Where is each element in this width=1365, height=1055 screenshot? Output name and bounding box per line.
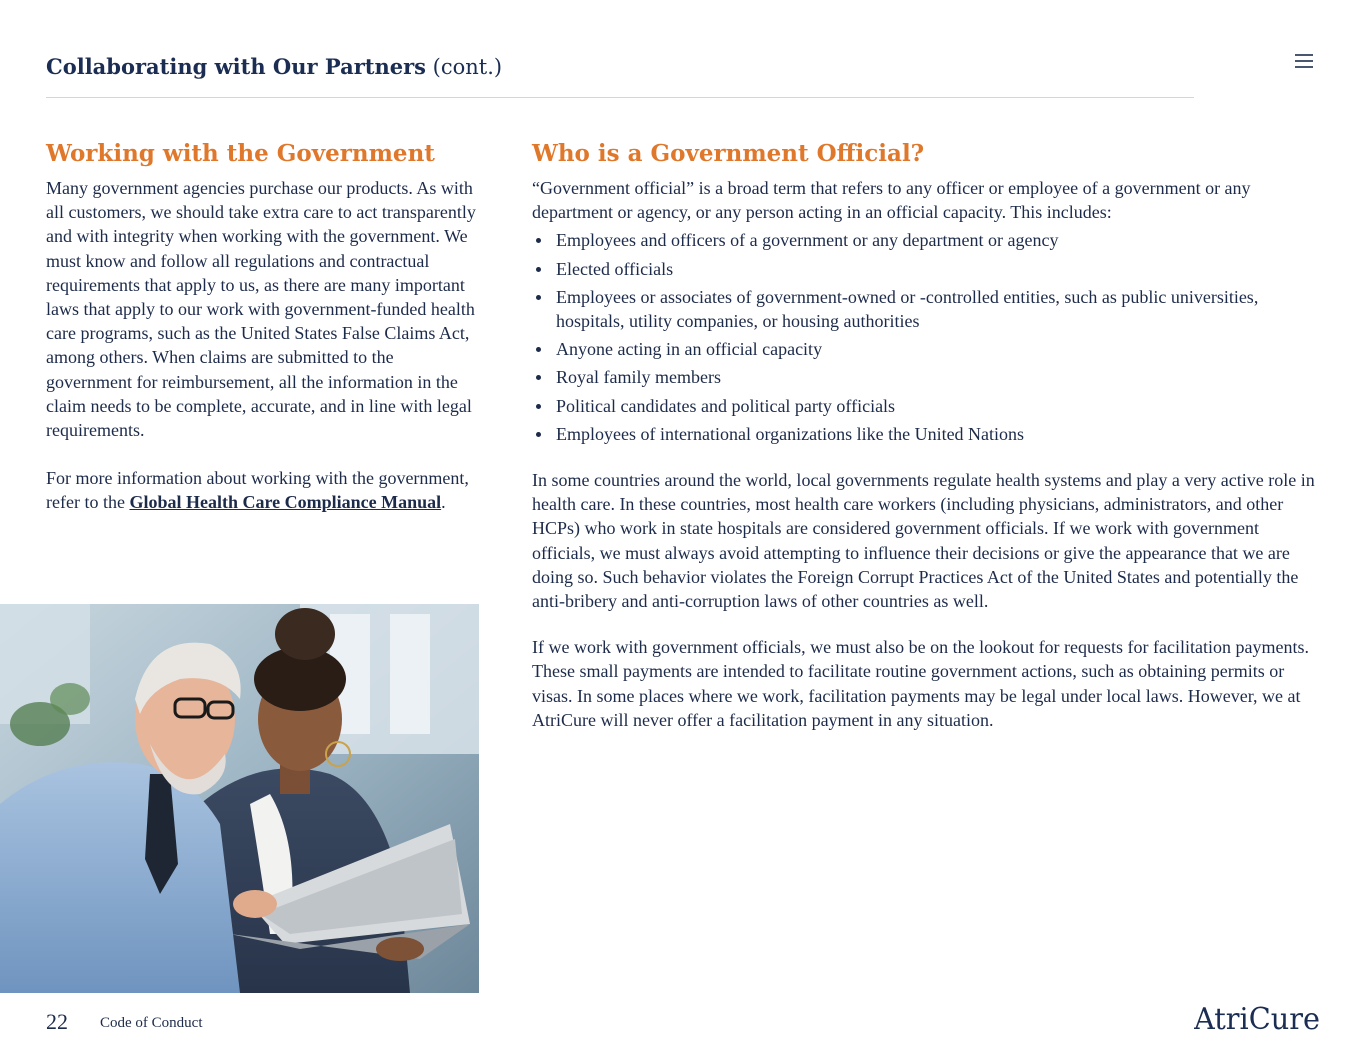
page-title-main: Collaborating with Our Partners — [46, 54, 426, 79]
list-item: Employees or associates of government-owned or -controlled entities, such as public universities, hospitals, utility companies, or housing authorities — [532, 285, 1322, 333]
hamburger-menu-icon[interactable] — [1290, 50, 1318, 72]
list-item: Elected officials — [532, 257, 1322, 281]
page-title — [46, 52, 502, 82]
page-title-cont: (cont.) — [432, 55, 503, 79]
more-info-suffix: . — [441, 492, 446, 513]
facilitation-paragraph: If we work with government officials, we must also be on the lookout for requests for facilitation payments. These small payments are intended to facilitate routine government actions, such as obtaining permits or visas. In some places where we work, facilitation payments may be legal under local laws. However, we at AtriCure will never offer a facilitation payment in any situation. — [532, 637, 1309, 730]
section-heading-government: Working with the Government — [46, 140, 435, 167]
list-item: Political candidates and political party officials — [532, 394, 1322, 418]
svg-text:AtriCure: AtriCure — [1194, 1002, 1320, 1037]
atricure-logo — [1194, 998, 1324, 1038]
more-info-prefix: For more information about working with the government, refer to the — [46, 468, 469, 513]
list-item: Anyone acting in an official capacity — [532, 337, 1322, 361]
list-item: Employees and officers of a government or any department or agency — [532, 228, 1322, 252]
list-item: Employees of international organizations like the United Nations — [532, 422, 1322, 446]
official-intro: “Government official” is a broad term that refers to any officer or employee of a government or any department or agency, or any person acting in an official capacity. This includes: — [532, 178, 1251, 223]
page-number: 22 — [46, 1009, 68, 1034]
compliance-manual-link[interactable]: Global Health Care Compliance Manual — [129, 492, 442, 513]
government-paragraph: Many government agencies purchase our products. As with all customers, we should take extra care to act transparently and with integrity when working with the government. We must know and follow all regulations and contractual requirements that apply to us, as there are many important laws that apply to our work with government-funded health care programs, such as the United States False Claims Act, among others. When claims are submitted to the government for reimbursement, all the information in the claim needs to be complete, accurate, and in line with legal requirements. — [46, 178, 476, 441]
official-list — [532, 228, 1322, 446]
left-column — [46, 176, 482, 515]
list-item: Royal family members — [532, 365, 1322, 389]
section-heading-official: Who is a Government Official? — [532, 140, 925, 167]
header-divider — [46, 97, 1194, 98]
health-systems-paragraph: In some countries around the world, local governments regulate health systems and play a very active role in health care. In these countries, most health care workers (including physicians, administrators, and other HCPs) who work in state hospitals are considered government officials. If we work with government officials, we must always avoid attempting to influence their decisions or give the appearance that we are doing so. Such behavior violates the Foreign Corrupt Practices Act of the United States and potentially the anti-bribery and anti-corruption laws of other countries as well. — [532, 470, 1315, 612]
right-column — [532, 176, 1322, 732]
document-label: Code of Conduct — [100, 1015, 203, 1031]
more-info-paragraph — [46, 466, 482, 514]
colleagues-laptop-photo — [0, 604, 479, 993]
